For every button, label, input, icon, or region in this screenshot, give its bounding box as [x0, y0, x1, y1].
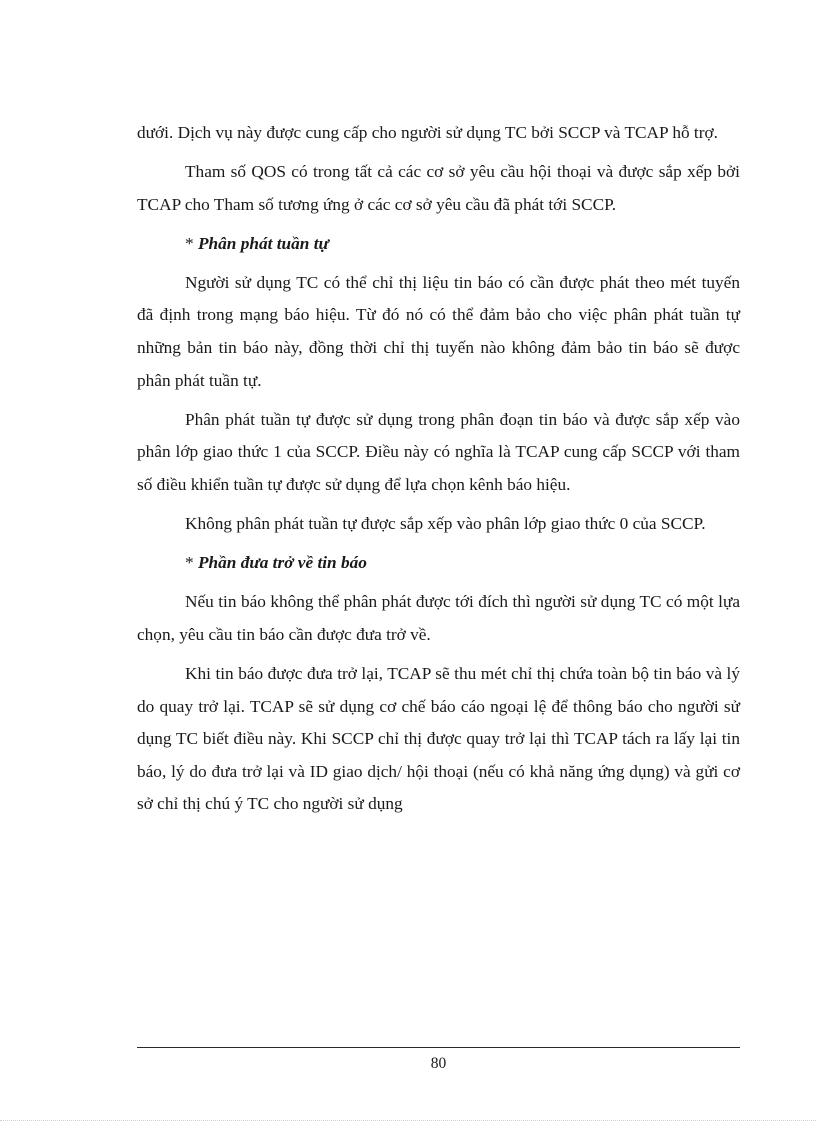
footer-divider: [137, 1047, 740, 1048]
paragraph: Nếu tin báo không thể phân phát được tới đích thì người sử dụng TC có một lựa chọn, yêu cầu tin báo cần được đưa trở về.: [137, 592, 740, 644]
paragraph: Khi tin báo được đưa trở lại, TCAP sẽ thu mét chỉ thị chứa toàn bộ tin báo và lý do quay trở lại. TCAP sẽ sử dụng cơ chế báo cáo ngoại lệ để thông báo cho người sử dụng TC biết điều này. Khi SCCP chỉ thị được quay trở lại thì TCAP tách ra lấy lại tin báo, lý do đưa trở lại và ID giao dịch/ hội thoại (nếu có khả năng ứng dụng) và gửi cơ sở chỉ thị chú ý TC cho người sử dụng: [137, 663, 740, 814]
heading-bullet: *: [185, 553, 198, 573]
paragraph: Tham số QOS có trong tất cả các cơ sở yêu cầu hội thoại và được sắp xếp bởi TCAP cho Tham số tương ứng ở các cơ sở yêu cầu đã phát tới SCCP.: [137, 162, 740, 214]
heading-text: Phần đưa trở về tin báo: [197, 553, 367, 573]
section-heading: [137, 547, 740, 580]
paragraph-continuation: dưới. Dịch vụ này được cung cấp cho người sử dụng TC bởi SCCP và TCAP hỗ trợ.: [137, 123, 718, 142]
page-edge-divider: [0, 1120, 816, 1121]
heading-bullet: *: [185, 233, 198, 253]
paragraph: Người sử dụng TC có thể chỉ thị liệu tin báo có cần được phát theo mét tuyến đã định trong mạng báo hiệu. Từ đó nó có thể đảm bảo cho việc phân phát tuần tự những bản tin báo này, đồng thời chỉ thị tuyến nào không đảm bảo tin báo sẽ được phân phát tuần tự.: [137, 272, 740, 390]
page-body: [137, 117, 740, 827]
page-number: 80: [430, 1055, 447, 1072]
heading-text: Phân phát tuần tự: [197, 233, 329, 253]
paragraph: Không phân phát tuần tự được sắp xếp vào phân lớp giao thức 0 của SCCP.: [185, 514, 706, 534]
section-heading: [137, 228, 740, 261]
paragraph: Phân phát tuần tự được sử dụng trong phân đoạn tin báo và được sắp xếp vào phân lớp giao thức 1 của SCCP. Điều này có nghĩa là TCAP cung cấp SCCP với tham số điều khiển tuần tự được sử dụng để lựa chọn kênh báo hiệu.: [137, 409, 740, 494]
